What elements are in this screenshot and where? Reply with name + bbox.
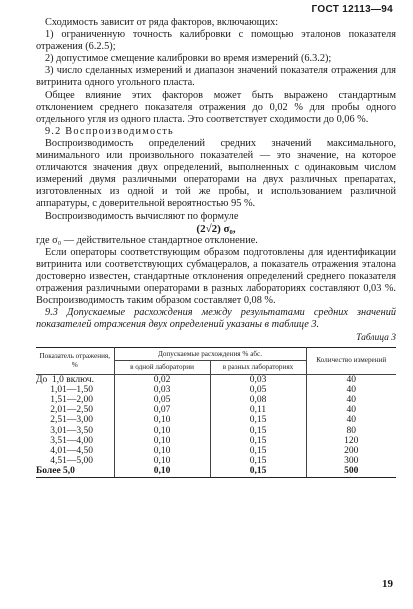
cell-different-labs: 0,15	[210, 456, 306, 466]
header-measurement-count: Количество измерений	[306, 347, 396, 374]
cell-different-labs: 0,15	[210, 466, 306, 477]
header-allowed-differences: Допускаемые расхождения % абс.	[114, 347, 306, 361]
cell-range: 4,01—4,50	[36, 446, 114, 456]
document-header: ГОСТ 12113—94	[311, 4, 393, 15]
paragraph-operators: Если операторы соответствующим образом подготовлены для идентификации витринита или соответствующих субмацералов, а показатель отражения эталона достоверно известен, стандартные отклонения определений среднего показателя отражения различными операторами в разных лабораториях составляют 0,03 %. Воспроизводимость таким образом составляет 0,08 %.	[36, 246, 396, 307]
cell-different-labs: 0,15	[210, 415, 306, 425]
document-body	[36, 17, 396, 478]
table-caption: Таблица 3	[356, 333, 396, 344]
cell-count: 120	[306, 436, 396, 446]
section-9-3: 9.3 Допускаемые расхождения между результатами средних значений показателей отражения двух определений указаны в таблице 3.	[36, 307, 396, 331]
cell-range: Более 5,0	[36, 466, 114, 477]
cell-range: 2,51—3,00	[36, 415, 114, 425]
cell-one-lab: 0,07	[114, 405, 210, 415]
table-row	[36, 436, 396, 446]
cell-range: 4,51—5,00	[36, 456, 114, 466]
paragraph-convergence-summary: Общее влияние этих факторов может быть выражено стандартным отклонением среднего показателя отражения до 0,02 % для пробы одного отдельного угля из одного пласта. Это соответствует сходимости до 0,06 %.	[36, 89, 396, 125]
header-different-labs: в разных лабораториях	[210, 361, 306, 375]
table-row	[36, 385, 396, 395]
page-number: 19	[382, 578, 393, 590]
cell-count: 40	[306, 374, 396, 385]
table-row	[36, 405, 396, 415]
cell-count: 500	[306, 466, 396, 477]
paragraph-reproducibility-definition: Воспроизводимость определений средних значений максимального, минимального или произвольного показателей — это значение, на которое отличаются значения двух определений, выполненных с одинаковым числом измерений двумя различными операторами на двух различных препаратах, изготовленных из одной и той же пробы, и использованием различной аппаратуры, с доверительной вероятностью 95 %.	[36, 137, 396, 210]
table-row	[36, 466, 396, 477]
cell-range: 1,51—2,00	[36, 395, 114, 405]
header-reflectance: Показатель отражения, %	[36, 347, 114, 374]
cell-count: 300	[306, 456, 396, 466]
cell-count: 80	[306, 426, 396, 436]
cell-different-labs: 0,08	[210, 395, 306, 405]
cell-one-lab: 0,10	[114, 466, 210, 477]
formula: (2√2) σ₀,	[196, 222, 236, 235]
cell-range: 2,01—2,50	[36, 405, 114, 415]
cell-count: 40	[306, 395, 396, 405]
table-3	[36, 347, 396, 478]
cell-different-labs: 0,05	[210, 385, 306, 395]
paragraph-formula-explanation: где σ₀ — действительное стандартное отклонение.	[36, 234, 258, 246]
paragraph-formula-intro: Воспроизводимость вычисляют по формуле	[45, 210, 239, 222]
cell-count: 200	[306, 446, 396, 456]
cell-range: 3,01—3,50	[36, 426, 114, 436]
cell-different-labs: 0,15	[210, 446, 306, 456]
cell-one-lab: 0,03	[114, 385, 210, 395]
cell-different-labs: 0,15	[210, 436, 306, 446]
list-item-2: 2) допустимое смещение калибровки во время измерений (6.3.2);	[45, 53, 332, 65]
paragraph-convergence-intro: Сходимость зависит от ряда факторов, включающих:	[45, 17, 279, 28]
table-row	[36, 415, 396, 425]
cell-one-lab: 0,10	[114, 436, 210, 446]
cell-different-labs: 0,03	[210, 374, 306, 385]
cell-one-lab: 0,10	[114, 456, 210, 466]
cell-different-labs: 0,15	[210, 426, 306, 436]
cell-range: 1,01—1,50	[36, 385, 114, 395]
table-row	[36, 456, 396, 466]
cell-count: 40	[306, 405, 396, 415]
list-item-3: 3) число сделанных измерений и диапазон значений показателя отражения для витринита одного угольного пласта.	[36, 65, 396, 89]
table-row	[36, 395, 396, 405]
cell-different-labs: 0,11	[210, 405, 306, 415]
cell-one-lab: 0,10	[114, 446, 210, 456]
cell-count: 40	[306, 385, 396, 395]
list-item-1: 1) ограниченную точность калибровки с помощью эталонов показателя отражения (6.2.5);	[36, 29, 396, 53]
table-row	[36, 374, 396, 385]
cell-one-lab: 0,05	[114, 395, 210, 405]
section-heading-9-2: 9.2 Воспроизводимость	[45, 125, 174, 137]
header-one-lab: в одной лаборатории	[114, 361, 210, 375]
cell-one-lab: 0,10	[114, 426, 210, 436]
cell-count: 40	[306, 415, 396, 425]
cell-range: 3,51—4,00	[36, 436, 114, 446]
table-row	[36, 446, 396, 456]
cell-range: До 1,0 включ.	[36, 374, 114, 385]
table-row	[36, 426, 396, 436]
cell-one-lab: 0,02	[114, 374, 210, 385]
cell-one-lab: 0,10	[114, 415, 210, 425]
